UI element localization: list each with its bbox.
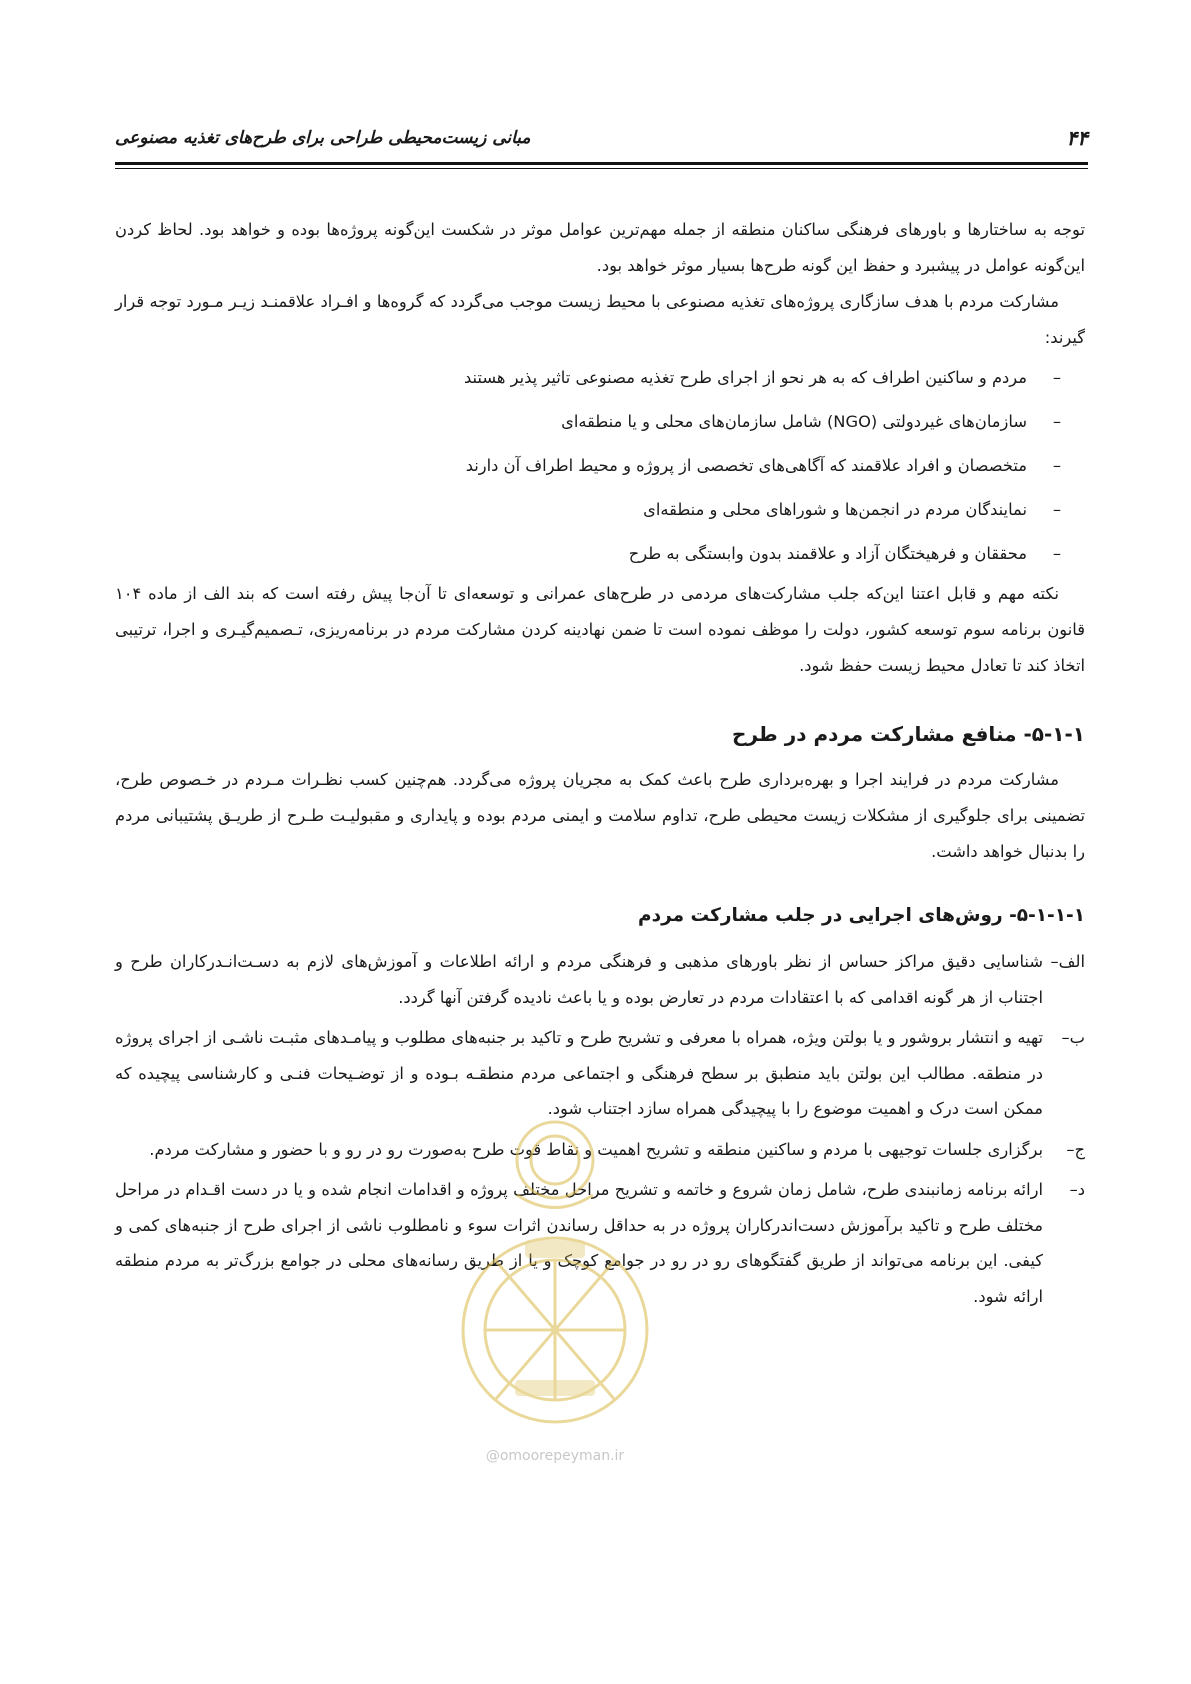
body-content [115, 212, 1085, 1319]
stakeholder-item: – متخصصان و افراد علاقمند که آگاهی‌های تخصصی از پروژه و محیط اطراف آن دارند [115, 444, 1061, 488]
methods-item [115, 944, 1085, 1015]
stakeholder-item: – نمایندگان مردم در انجمن‌ها و شوراهای محلی و منطقه‌ای [115, 488, 1061, 532]
section-heading-benefits: ۵-۱-۱- منافع مشارکت مردم در طرح [732, 722, 1085, 746]
header-rule-thick [115, 162, 1088, 165]
stakeholder-item: – سازمان‌های غیردولتی (NGO) شامل سازمان‌های محلی و یا منطقه‌ای [115, 400, 1061, 444]
benefits-paragraph: مشارکت مردم در فرایند اجرا و بهره‌برداری طرح باعث کمک به مجریان پروژه می‌گردد. هم‌چنین کسب نظـرات مـردم در خـصوص طرح، تضمینی برای جلوگیری از مشکلات زیست محیطی طرح، تداوم سلامت و ایمنی مردم بوده و پایداری و مقبولیـت طـرح از طریـق پشتیبانی مردم را بدنبال خواهد داشت. [115, 770, 1085, 861]
item-text: ارائه برنامه زمانبندی طرح، شامل زمان شروع و خاتمه و تشریح مراحل مختلف پروژه و اقدامات انجام شده و یا در دست اقـدام در مراحل مختلف طرح و تاکید برآموزش دست‌اندرکاران پروژه در به حداقل رساندن اثرات سوء و نامطلوب ناشی از اجرای طرح از جنبه‌های کمی و کیفی. این برنامه می‌تواند از طریق گفتگوهای رو در رو در جوامع کوچک و یا از طریق رسانه‌های محلی در جوامع بزرگ‌تر به مردم منطقه ارائه شود. [115, 1180, 1043, 1306]
stakeholder-list [115, 356, 1085, 576]
section-heading-methods: ۵-۱-۱-۱- روش‌های اجرایی در جلب مشارکت مردم [638, 905, 1085, 926]
stakeholder-item: – محققان و فرهیختگان آزاد و علاقمند بدون وابستگی به طرح [115, 532, 1061, 576]
header-rule-thin [115, 168, 1088, 169]
book-title: مبانی زیست‌محیطی طراحی برای طرح‌های تغذیه مصنوعی [115, 128, 531, 148]
item-marker: ب– [1061, 1028, 1085, 1047]
intro-paragraph-1: توجه به ساختارها و باورهای فرهنگی ساکنان منطقه از جمله مهم‌ترین عوامل موثر در شکست این‌گونه پروژه‌ها بوده و خواهد بود. لحاظ کردن این‌گونه عوامل در پیشبرد و حفظ این گونه طرح‌ها بسیار موثر خواهد بود. [115, 220, 1085, 275]
item-marker: ج– [1066, 1139, 1085, 1159]
methods-item [115, 1132, 1085, 1168]
legal-note-paragraph: نکته مهم و قابل اعتنا این‌که جلب مشارکت‌های مردمی در طرح‌های عمرانی و توسعه‌ای تا آن‌جا پیش رفته است که بند الف از ماده ۱۰۴ قانون برنامه سوم توسعه کشور، دولت را موظف نموده است تا ضمن نهادینه کردن مشارکت مردم در برنامه‌ریزی، تـصمیم‌گیـری و اجرا، ترتیبی اتخاذ کند تا تعادل محیط زیست حفظ شود. [115, 584, 1085, 675]
item-text: شناسایی دقیق مراکز حساس از نظر باورهای مذهبی و فرهنگی مردم و ارائه اطلاعات و آموزش‌های لازم به دسـت‌انـدرکاران طرح و اجتناب از هر گونه اقدامی که با اعتقادات مردم در تعارض بوده و یا باعث نادیده گرفتن آنها گردد. [115, 952, 1043, 1007]
item-marker: د– [1069, 1180, 1085, 1199]
methods-list [115, 944, 1085, 1314]
methods-item [115, 1172, 1085, 1314]
methods-item [115, 1020, 1085, 1127]
watermark-site: @omoorepeyman.ir [485, 1448, 625, 1464]
running-header [115, 126, 1088, 156]
stakeholder-item: – مردم و ساکنین اطراف که به هر نحو از اجرای طرح تغذیه مصنوعی تاثیر پذیر هستند [115, 356, 1061, 400]
item-text: تهیه و انتشار بروشور و یا بولتن ویژه، همراه با معرفی و تشریح طرح و تاکید بر جنبه‌های مطلوب و پیامـدهای مثبـت ناشـی از اجرای پروژه در منطقه. مطالب این بولتن باید منطبق بر سطح فرهنگی و اجتماعی مردم منطقـه بـوده و از توضـیحات فنـی و کارشناسی پیچیده که ممکن است درک و اهمیت موضوع را با پیچیدگی همراه سازد اجتناب شود. [115, 1028, 1043, 1118]
intro-paragraph-2: مشارکت مردم با هدف سازگاری پروژه‌های تغذیه مصنوعی با محیط زیست موجب می‌گردد که گروه‌ها و افـراد علاقمنـد زیـر مـورد توجه قرار گیرند: [115, 292, 1085, 347]
item-text: برگزاری جلسات توجیهی با مردم و ساکنین منطقه و تشریح اهمیت و نقاط قوت طرح به‌صورت رو در رو و با حضور و مشارکت مردم. [149, 1139, 1043, 1159]
page-number: ۴۴ [1066, 126, 1088, 150]
item-marker: الف– [1050, 952, 1085, 971]
